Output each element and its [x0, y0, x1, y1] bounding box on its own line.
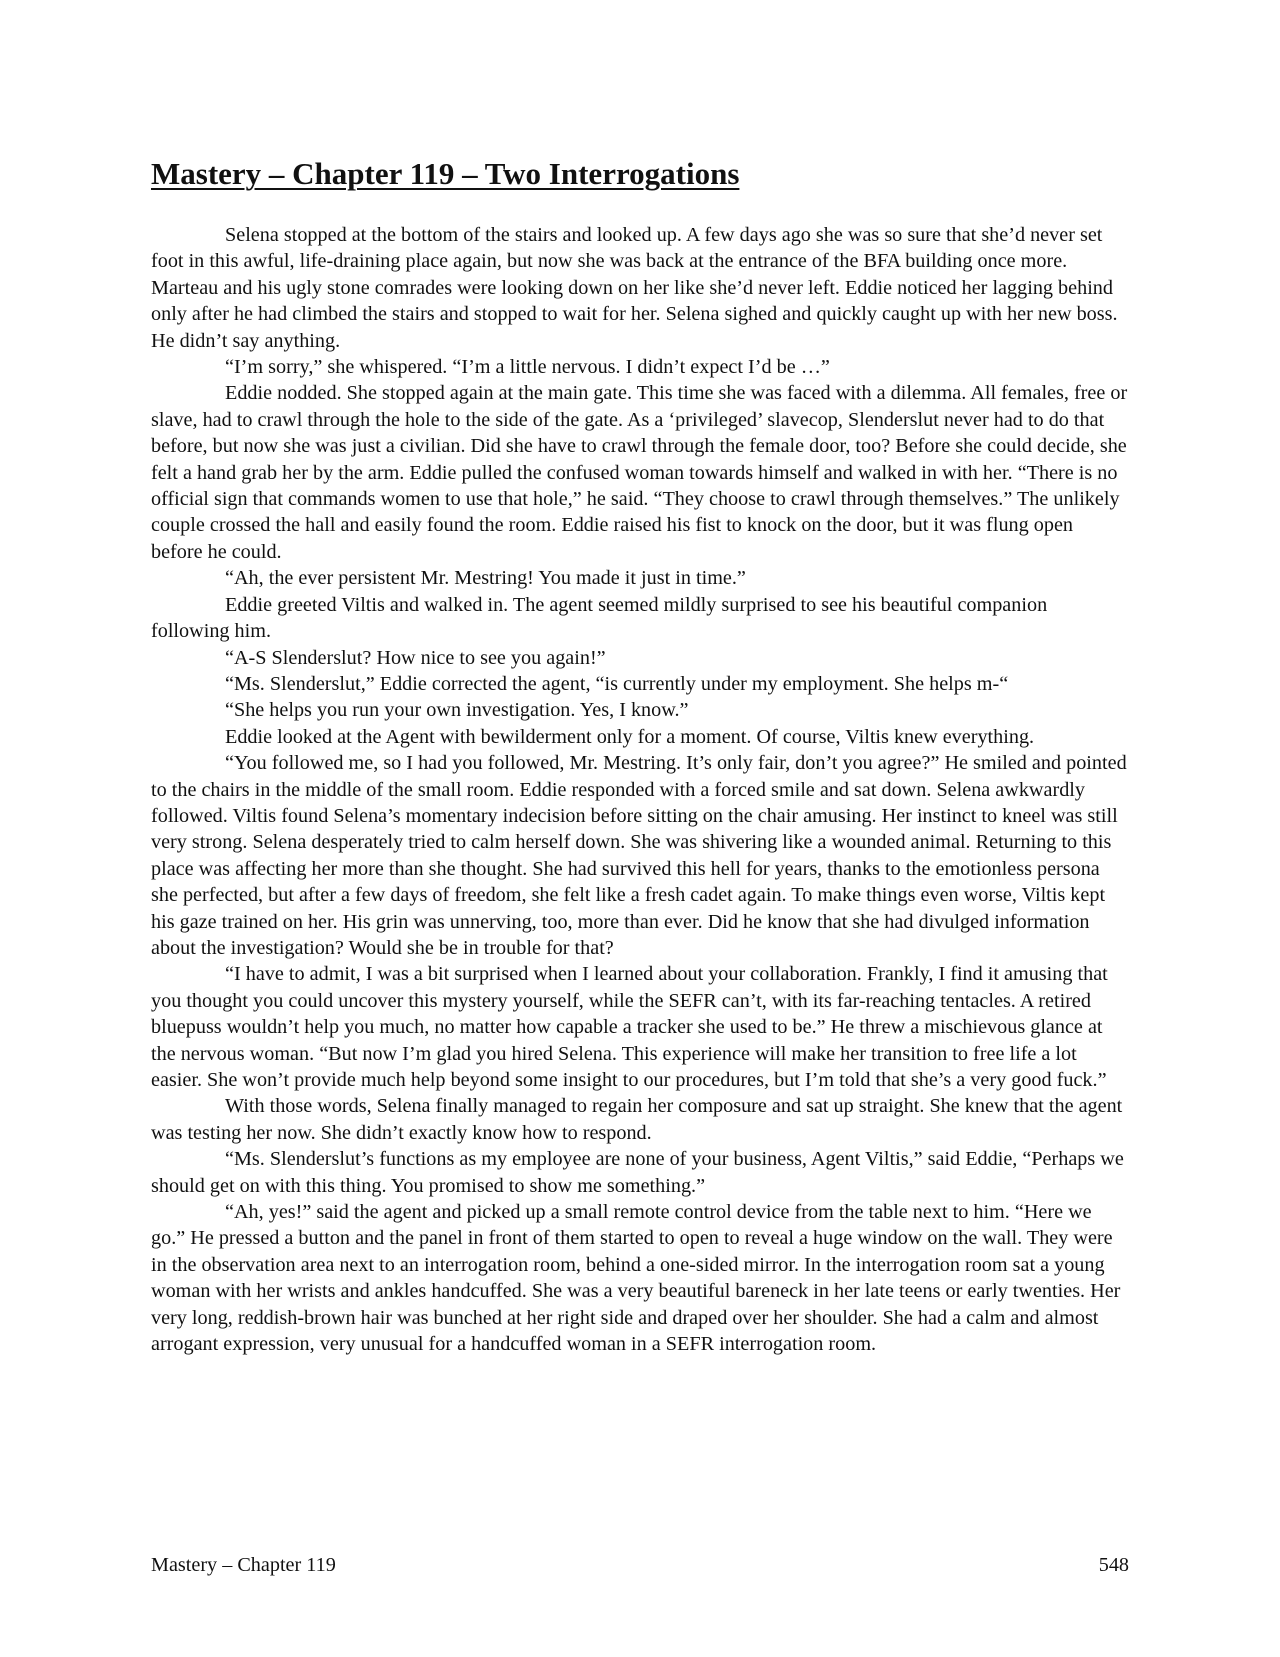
paragraph: “A-S Slenderslut? How nice to see you again!”	[225, 646, 606, 669]
footer-page-number: 548	[1098, 1554, 1129, 1576]
paragraph: “I have to admit, I was a bit surprised when I learned about your collaboration. Frankly, I find it amusing that you thought you could uncover this mystery yourself, while the SEFR can’t, with its far-reaching tentacles. A retired bluepuss wouldn’t help you much, no matter how capable a tracker she used to be.” He threw a mischievous glance at the nervous woman. “But now I’m glad you hired Selena. This experience will make her transition to free life a lot easier. She won’t provide much help beyond some insight to our procedures, but I’m told that she’s a very good fuck.”	[151, 963, 1108, 1091]
paragraph: Eddie greeted Viltis and walked in. The agent seemed mildly surprised to see his beautiful companion following him.	[151, 593, 1048, 643]
paragraph: “Ah, the ever persistent Mr. Mestring! You made it just in time.”	[225, 567, 746, 590]
paragraph: “You followed me, so I had you followed, Mr. Mestring. It’s only fair, don’t you agree?” He smiled and pointed to the chairs in the middle of the small room. Eddie responded with a forced smile and sat down. Selena awkwardly followed. Viltis found Selena’s momentary indecision before sitting on the chair amusing. Her instinct to kneel was still very strong. Selena desperately tried to calm herself down. She was shivering like a wounded animal. Returning to this place was affecting her more than she thought. She had survived this hell for years, thanks to the emotionless persona she perfected, but after a few days of freedom, she felt like a fresh cadet again. To make things even worse, Viltis kept his gaze trained on her. His grin was unnerving, too, more than ever. Did he know that she had divulged information about the investigation? Would she be in trouble for that?	[151, 752, 1127, 959]
paragraph: “She helps you run your own investigation. Yes, I know.”	[225, 699, 689, 722]
paragraph: “Ah, yes!” said the agent and picked up a small remote control device from the table next to him. “Here we go.” He pressed a button and the panel in front of them started to open to reveal a huge window on the wall. They were in the observation area next to an interrogation room, behind a one-sided mirror. In the interrogation room sat a young woman with her wrists and ankles handcuffed. She was a very beautiful bareneck in her late teens or early twenties. Her very long, reddish-brown hair was bunched at her right side and draped over her shoulder. She had a calm and almost arrogant expression, very unusual for a handcuffed woman in a SEFR interrogation room.	[151, 1201, 1121, 1356]
chapter-body	[151, 222, 1129, 1357]
chapter-title: Mastery – Chapter 119 – Two Interrogations	[151, 156, 740, 191]
footer-running-title: Mastery – Chapter 119	[151, 1554, 336, 1576]
paragraph: “Ms. Slenderslut’s functions as my employee are none of your business, Agent Viltis,” said Eddie, “Perhaps we should get on with this thing. You promised to show me something.”	[151, 1148, 1124, 1197]
paragraph: Eddie nodded. She stopped again at the main gate. This time she was faced with a dilemma. All females, free or slave, had to crawl through the hole to the side of the gate. As a ‘privileged’ slavecop, Slenderslut never had to do that before, but now she was just a civilian. Did she have to crawl through the female door, too? Before she could decide, she felt a hand grab her by the arm. Eddie pulled the confused woman towards himself and walked in with her. “There is no official sign that commands women to use that hole,” he said. “They choose to crawl through themselves.” The unlikely couple crossed the hall and easily found the room. Eddie raised his fist to knock on the door, but it was flung open before he could.	[151, 382, 1128, 563]
paragraph: With those words, Selena finally managed to regain her composure and sat up straight. She knew that the agent was testing her now. She didn’t exactly know how to respond.	[151, 1095, 1123, 1144]
paragraph: Selena stopped at the bottom of the stairs and looked up. A few days ago she was so sure that she’d never set foot in this awful, life-draining place again, but now she was back at the entrance of the BFA building once more. Marteau and his ugly stone comrades were looking down on her like she’d never left. Eddie noticed her lagging behind only after he had climbed the stairs and stopped to wait for her. Selena sighed and quickly caught up with her new boss. He didn’t say anything.	[151, 224, 1118, 352]
paragraph: Eddie looked at the Agent with bewilderment only for a moment. Of course, Viltis knew everything.	[225, 725, 1035, 748]
paragraph: “Ms. Slenderslut,” Eddie corrected the agent, “is currently under my employment. She helps m-“	[225, 672, 1009, 695]
paragraph: “I’m sorry,” she whispered. “I’m a little nervous. I didn’t expect I’d be …”	[225, 356, 830, 379]
